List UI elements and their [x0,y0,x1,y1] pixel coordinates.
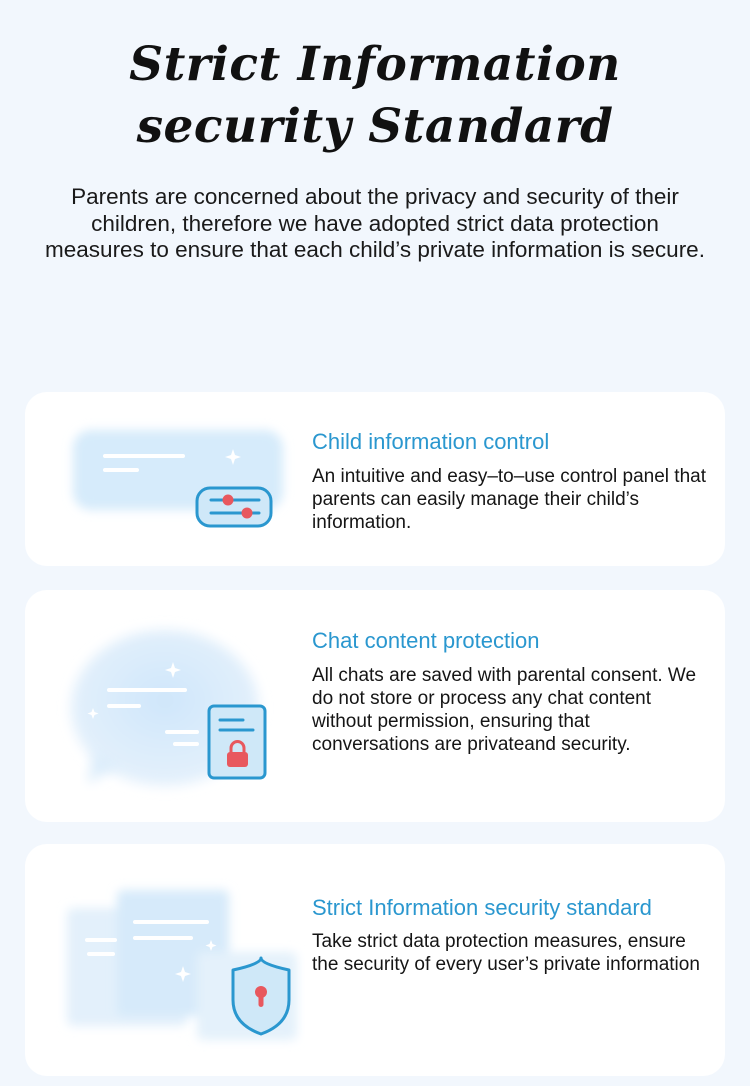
card-description: An intuitive and easy–to–use control panel that parents can easily manage their child’s information. [312,466,706,533]
card-title: Strict Information security standard [312,895,652,920]
page-title-line-2: security Standard [136,99,614,154]
intro-paragraph: Parents are concerned about the privacy and security of their children, therefore we have adopted strict data protection measures to ensure that each child’s private information is secure. [45,184,705,262]
feature-card-chat-content-protection [25,590,725,822]
page-title [0,34,750,158]
sliders-icon [25,392,305,566]
locked-document-icon [25,590,305,822]
card-title: Chat content protection [312,628,540,653]
card-illustration [25,844,305,1076]
card-title: Child information control [312,429,550,454]
feature-card-child-information-control [25,392,725,566]
feature-card-strict-information-security [25,844,725,1076]
card-illustration [25,392,305,566]
card-description: All chats are saved with parental consent. We do not store or process any chat content without permission, ensuring that conversations are privateand security. [312,665,697,755]
card-illustration [25,590,305,822]
card-description: Take strict data protection measures, ensure the security of every user’s private information [312,931,700,975]
page-title-line-1: Strict Information [129,37,621,92]
shield-keyhole-icon [25,844,305,1076]
